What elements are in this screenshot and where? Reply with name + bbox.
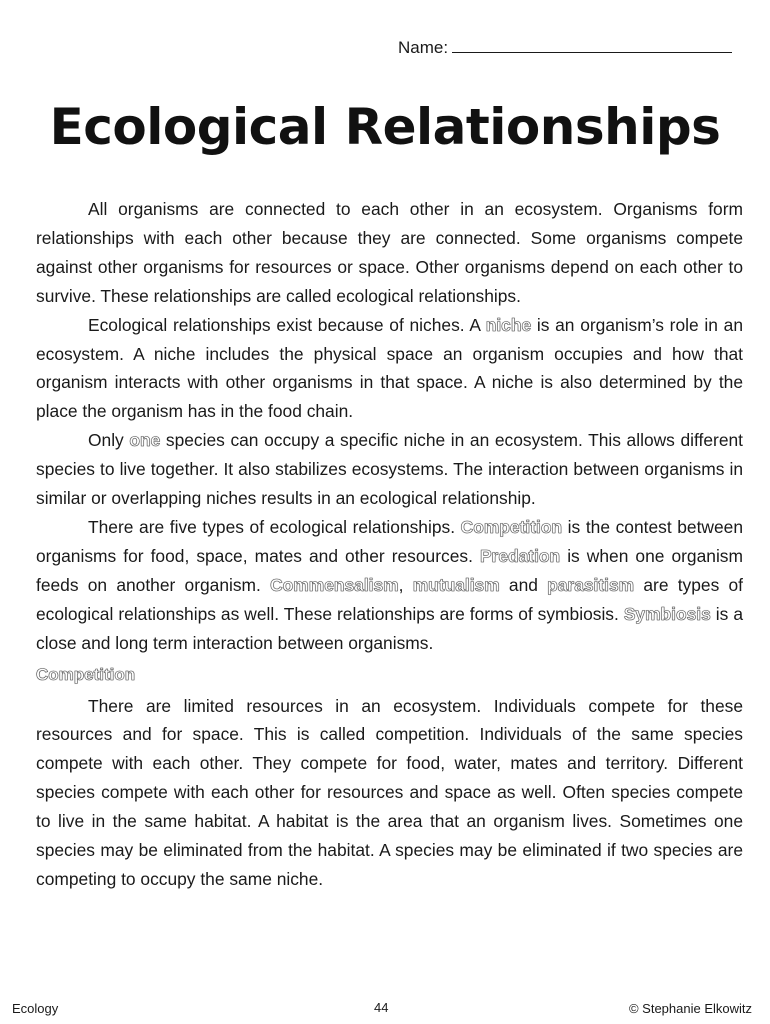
- article-body: [36, 195, 743, 894]
- keyword-competition: Competition: [460, 516, 563, 537]
- footer-copyright: © Stephanie Elkowitz: [628, 1001, 752, 1016]
- text-segment: is when one organism feeds on another organism.: [36, 545, 743, 595]
- text-segment: is an organism’s role in an ecosystem. A niche includes the physical space an organism occupies and how that organism interacts with other organisms in that space. A niche is also determined by the place the organism has in the food chain.: [36, 314, 743, 422]
- keyword-one: one: [129, 430, 161, 451]
- keyword-mutualism: mutualism: [412, 574, 500, 595]
- page-number: 44: [374, 1000, 389, 1015]
- keyword-symbiosis: Symbiosis: [623, 603, 711, 624]
- keyword-niche: niche: [485, 314, 532, 335]
- paragraph-niche: [36, 311, 743, 427]
- text-segment: species can occupy a specific niche in an ecosystem. This allows different species to live together. It also stabilizes ecosystems. The interaction between organisms in similar or overlapping niches results in an ecological relationship.: [36, 430, 743, 509]
- text-segment: and: [499, 574, 548, 595]
- keyword-commensalism: Commensalism: [270, 574, 399, 595]
- footer-subject: Ecology: [12, 1001, 59, 1016]
- text-segment: Ecological relationships exist because of niches. A: [88, 314, 486, 335]
- text-segment: There are five types of ecological relationships.: [88, 516, 461, 537]
- name-blank-line[interactable]: [452, 38, 732, 53]
- paragraph-intro: All organisms are connected to each other in an ecosystem. Organisms form relationships with each other because they are connected. Some organisms compete against other organisms for resources or space. Other organisms depend on each other to survive. These relationships are called ecological relationships.: [36, 199, 743, 306]
- text-segment: Only: [88, 430, 130, 451]
- text-segment: is the contest between organisms for food, space, mates and other resources.: [36, 516, 743, 566]
- paragraph-competition: There are limited resources in an ecosystem. Individuals compete for these resources and for space. This is called competition. Individuals of the same species compete with each other. They compete for food, water, mates and territory. Different species compete with each other for resources and space as well. Often species compete to live in the same habitat. A habitat is the area that an organism lives. Sometimes one species may be eliminated from the habitat. A species may be eliminated if two species are competing to occupy the same niche.: [36, 695, 743, 889]
- section-heading-competition: Competition: [36, 664, 136, 684]
- text-segment: are types of ecological relationships as well. These relationships are forms of symbiosis.: [36, 574, 743, 624]
- page-title: Ecological Relationships: [49, 98, 721, 156]
- name-label: Name:: [398, 38, 449, 57]
- text-segment: is a close and long term interaction between organisms.: [36, 603, 743, 653]
- name-field[interactable]: [398, 38, 732, 58]
- keyword-predation: Predation: [479, 545, 561, 566]
- keyword-parasitism: parasitism: [547, 574, 635, 595]
- paragraph-five-types: [36, 513, 743, 658]
- text-segment: ,: [398, 574, 413, 595]
- paragraph-one-species: [36, 426, 743, 513]
